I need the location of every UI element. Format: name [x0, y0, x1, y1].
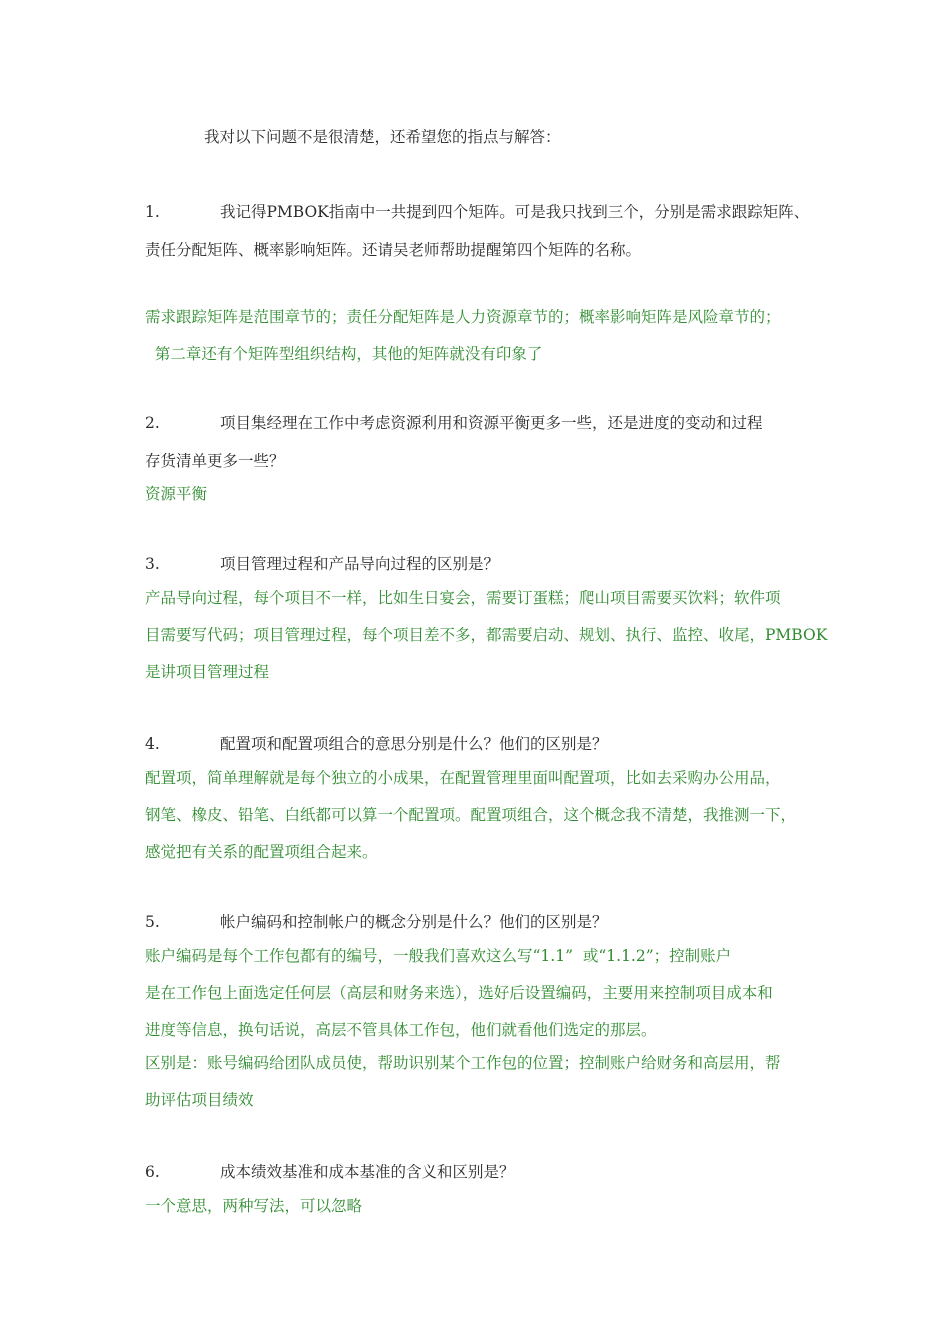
answer-1-line-1: 需求跟踪矩阵是范围章节的；责任分配矩阵是人力资源章节的；概率影响矩阵是风险章节的； [145, 308, 781, 326]
answer-6-line-1: 一个意思，两种写法，可以忽略 [145, 1197, 363, 1215]
question-text: 项目管理过程和产品导向过程的区别是？ [220, 555, 500, 573]
question-2-line-1 [145, 413, 763, 433]
question-text: 配置项和配置项组合的意思分别是什么？他们的区别是？ [220, 735, 608, 753]
question-number: 2. [145, 414, 160, 432]
answer-2-line-1: 资源平衡 [145, 485, 208, 503]
answer-5-line-2: 是在工作包上面选定任何层（高层和财务来选），选好后设置编码，主要用来控制项目成本和 [145, 984, 773, 1002]
question-text: 我记得PMBOK指南中一共提到四个矩阵。可是我只找到三个，分别是需求跟踪矩阵、 [220, 203, 810, 221]
answer-1-line-2: 第二章还有个矩阵型组织结构，其他的矩阵就没有印象了 [145, 345, 543, 363]
question-1-line-1 [145, 202, 809, 222]
question-3-line-1 [145, 554, 499, 574]
intro-text: 我对以下问题不是很清楚，还希望您的指点与解答： [204, 128, 561, 146]
question-2-line-2: 存货清单更多一些？ [145, 452, 285, 470]
question-number: 3. [145, 555, 160, 573]
answer-4-line-1: 配置项，简单理解就是每个独立的小成果，在配置管理里面叫配置项，比如去采购办公用品， [145, 769, 781, 787]
answer-5-line-4: 区别是：账号编码给团队成员使，帮助识别某个工作包的位置；控制账户给财务和高层用，帮 [145, 1054, 781, 1072]
answer-4-line-3: 感觉把有关系的配置项组合起来。 [145, 843, 378, 861]
answer-5-line-5: 助评估项目绩效 [145, 1091, 254, 1109]
answer-3-line-3: 是讲项目管理过程 [145, 663, 270, 681]
question-number: 4. [145, 735, 160, 753]
question-number: 6. [145, 1163, 160, 1181]
question-text: 项目集经理在工作中考虑资源利用和资源平衡更多一些，还是进度的变动和过程 [220, 414, 763, 432]
question-5-line-1 [145, 912, 608, 932]
question-4-line-1 [145, 734, 608, 754]
question-1-line-2: 责任分配矩阵、概率影响矩阵。还请吴老师帮助提醒第四个矩阵的名称。 [145, 241, 642, 259]
answer-4-line-2: 钢笔、橡皮、铅笔、白纸都可以算一个配置项。配置项组合，这个概念我不清楚，我推测一下， [145, 806, 797, 824]
answer-5-line-3: 进度等信息，换句话说，高层不管具体工作包，他们就看他们选定的那层。 [145, 1021, 657, 1039]
question-text: 帐户编码和控制帐户的概念分别是什么？他们的区别是？ [220, 913, 608, 931]
question-text: 成本绩效基准和成本基准的含义和区别是？ [220, 1163, 515, 1181]
answer-5-line-1: 账户编码是每个工作包都有的编号，一般我们喜欢这么写“1.1” 或“1.1.2”；控制账户 [145, 947, 732, 965]
question-6-line-1 [145, 1162, 515, 1182]
answer-3-line-1: 产品导向过程，每个项目不一样，比如生日宴会，需要订蛋糕；爬山项目需要买饮料；软件项 [145, 589, 781, 607]
answer-3-line-2: 目需要写代码；项目管理过程，每个项目差不多，都需要启动、规划、执行、监控、收尾，PMBOK [145, 626, 828, 644]
question-number: 5. [145, 913, 160, 931]
question-number: 1. [145, 203, 160, 221]
